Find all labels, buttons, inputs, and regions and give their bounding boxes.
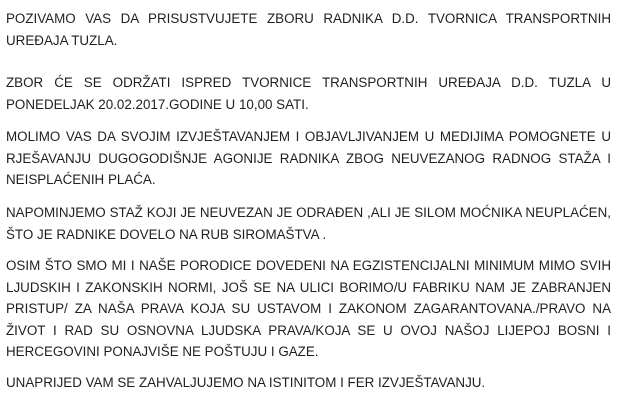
paragraph-thanks: UNAPRIJED VAM SE ZAHVALJUJEMO NA ISTINITOM I FER IZVJEŠTAVANJU. <box>6 375 486 390</box>
paragraph-meeting-time: ZBOR ĆE SE ODRŽATI ISPRED TVORNICE TRANSPORTNIH UREĐAJA D.D. TUZLA U PONEDELJAK 20.02.2017.GODINE U 10,00 SATI. <box>6 75 611 112</box>
paragraph-rights: OSIM ŠTO SMO MI I NAŠE PORODICE DOVEDENI NA EGZISTENCIJALNI MINIMUM MIMO SVIH LJUDSKIH I ZAKONSKIH NORMI, JOŠ SE NA ULICI BORIMO/U FABRIKU NAM JE ZABRANJEN PRISTUP/ ZA NAŠA PRAVA KOJA SU USTAVOM I ZAKONOM ZAGARANTOVANA./PRAVO NA ŽIVOT I RAD SU OSNOVNA LJUDSKA PRAVA/KOJA SE U OVOJ NAŠOJ LIJEPOJ BOSNI I HERCEGOVINI PONAJVIŠE NE POŠTUJU I GAZE. <box>6 258 611 359</box>
paragraph-invitation: POZIVAMO VAS DA PRISUSTVUJETE ZBORU RADNIKA D.D. TVORNICA TRANSPORTNIH UREĐAJA TUZLA. <box>6 11 611 48</box>
paragraph-media-request: MOLIMO VAS DA SVOJIM IZVJEŠTAVANJEM I OBJAVLJIVANJEM U MEDIJIMA POMOGNETE U RJEŠAVANJU DUGOGODIŠNJE AGONIJE RADNIKA ZBOG NEUVEZANOG RADNOG STAŽA I NEISPLAĆENIH PLAĆA. <box>6 129 611 187</box>
paragraph-unpaid-seniority: NAPOMINJEMO STAŽ KOJI JE NEUVEZAN JE ODRAĐEN ,ALI JE SILOM MOĆNIKA NEUPLAĆEN, ŠTO JE RADNIKE DOVELO NA RUB SIROMAŠTVA . <box>6 205 611 242</box>
